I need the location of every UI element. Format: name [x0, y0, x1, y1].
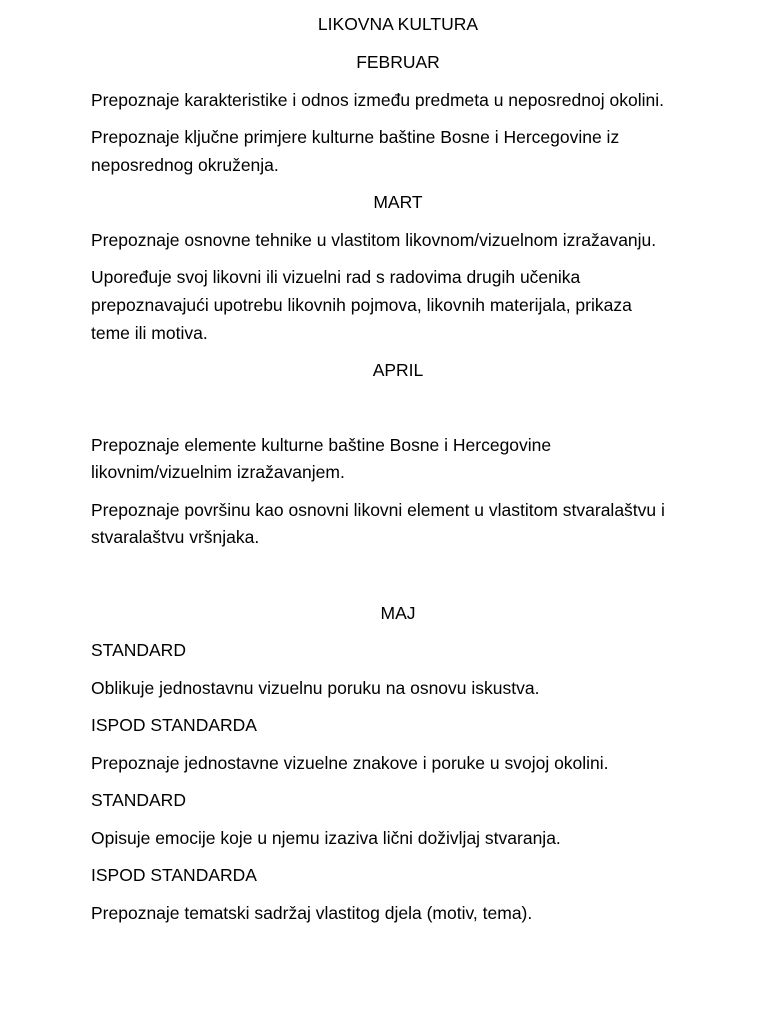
februar-paragraph-2-line-1: Prepoznaje ključne primjere kulturne baštine Bosne i Hercegovine iz — [91, 127, 620, 147]
heading-februar: FEBRUAR — [356, 52, 440, 72]
document-title: LIKOVNA KULTURA — [317, 14, 479, 34]
februar-paragraph-2-line-2: neposrednog okruženja. — [91, 155, 279, 175]
maj-label-ispod-standarda-1: ISPOD STANDARDA — [91, 715, 257, 735]
heading-april: APRIL — [372, 360, 424, 380]
maj-paragraph-2: Prepoznaje jednostavne vizuelne znakove i poruke u svojoj okolini. — [91, 753, 609, 773]
mart-paragraph-2-line-1: Upoređuje svoj likovni ili vizuelni rad s radovima drugih učenika — [91, 267, 581, 287]
mart-paragraph-2-line-3: teme ili motiva. — [91, 323, 208, 343]
maj-paragraph-1: Oblikuje jednostavnu vizuelnu poruku na osnovu iskustva. — [91, 678, 540, 698]
maj-label-standard-1: STANDARD — [91, 640, 186, 660]
mart-paragraph-2-line-2: prepoznavajući upotrebu likovnih pojmova, likovnih materijala, prikaza — [91, 295, 632, 315]
april-paragraph-2-line-2: stvaralaštvu vršnjaka. — [91, 527, 260, 547]
maj-paragraph-3: Opisuje emocije koje u njemu izaziva lični doživljaj stvaranja. — [91, 828, 561, 848]
april-paragraph-1-line-2: likovnim/vizuelnim izražavanjem. — [91, 462, 345, 482]
heading-maj: MAJ — [380, 603, 416, 623]
maj-label-ispod-standarda-2: ISPOD STANDARDA — [91, 865, 257, 885]
maj-label-standard-2: STANDARD — [91, 790, 186, 810]
heading-mart: MART — [373, 192, 423, 212]
april-paragraph-2-line-1: Prepoznaje površinu kao osnovni likovni element u vlastitom stvaralaštvu i — [91, 500, 665, 520]
april-paragraph-1-line-1: Prepoznaje elemente kulturne baštine Bosne i Hercegovine — [91, 435, 552, 455]
mart-paragraph-1: Prepoznaje osnovne tehnike u vlastitom likovnom/vizuelnom izražavanju. — [91, 230, 657, 250]
maj-paragraph-4: Prepoznaje tematski sadržaj vlastitog djela (motiv, tema). — [91, 903, 533, 923]
februar-paragraph-1: Prepoznaje karakteristike i odnos između predmeta u neposrednoj okolini. — [91, 90, 664, 110]
